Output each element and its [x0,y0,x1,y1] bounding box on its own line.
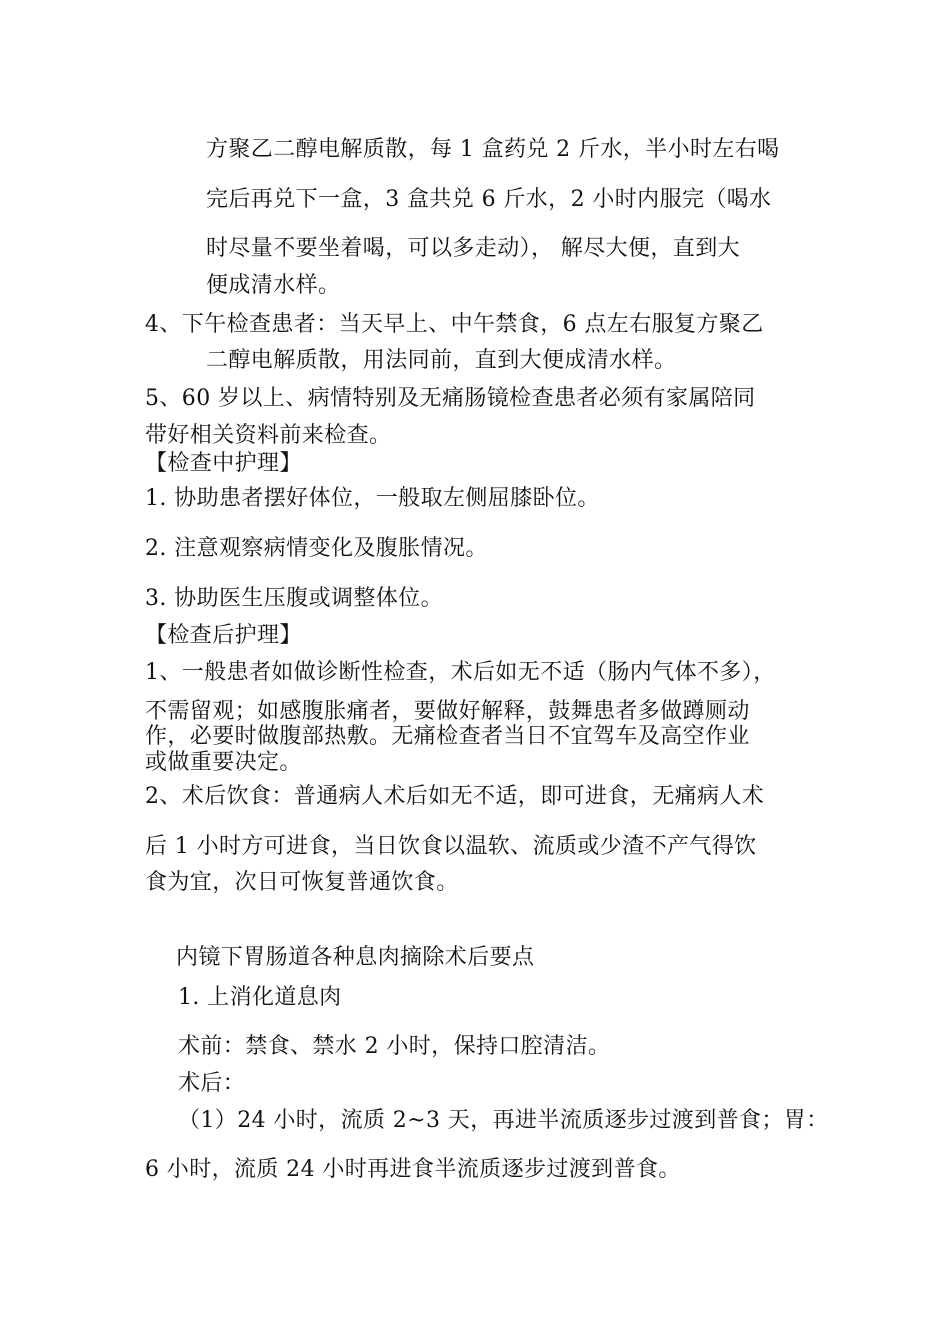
text-line: 或做重要决定。 [145,750,302,775]
text-line: 食为宜，次日可恢复普通饮食。 [145,870,459,895]
text-line: 6 小时，流质 24 小时再进食半流质逐步过渡到普食。 [145,1157,681,1182]
list-item: 1、一般患者如做诊断性检查，术后如无不适（肠内气体不多）， [145,660,776,685]
text-line: 作，必要时做腹部热敷。无痛检查者当日不宜驾车及高空作业 [145,724,750,749]
text-line: （1）24 小时，流质 2~3 天，再进半流质逐步过渡到普食；胃： [178,1108,829,1133]
list-item-5: 5、60 岁以上、病情特别及无痛肠镜检查患者必须有家属陪同 [145,386,756,411]
list-item: 2、术后饮食：普通病人术后如无不适，即可进食，无痛病人术 [145,784,765,809]
text-line: 带好相关资料前来检查。 [145,423,392,448]
subsection-title: 1. 上消化道息肉 [178,985,342,1010]
text-line: 后 1 小时方可进食，当日饮食以温软、流质或少渣不产气得饮 [145,834,757,859]
section-heading-during: 【检查中护理】 [145,451,302,476]
section-heading-after: 【检查后护理】 [145,623,302,648]
text-line: 不需留观；如感腹胀痛者，要做好解释，鼓舞患者多做蹲厕动 [145,699,750,724]
list-item-4: 4、下午检查患者：当天早上、中午禁食，6 点左右服复方聚乙 [145,312,764,337]
section-title: 内镜下胃肠道各种息肉摘除术后要点 [176,945,535,970]
text-line: 术前：禁食、禁水 2 小时，保持口腔清洁。 [178,1034,611,1059]
text-line: 便成清水样。 [206,273,341,298]
list-item: 1. 协助患者摆好体位，一般取左侧屈膝卧位。 [145,486,600,511]
text-line: 方聚乙二醇电解质散，每 1 盒药兑 2 斤水，半小时左右喝 [206,137,780,162]
text-line: 术后： [178,1071,246,1096]
text-line: 二醇电解质散，用法同前，直到大便成清水样。 [206,348,677,373]
text-line: 完后再兑下一盒，3 盒共兑 6 斤水，2 小时内服完（喝水 [206,187,772,212]
list-item: 2. 注意观察病情变化及腹胀情况。 [145,536,488,561]
text-line: 时尽量不要坐着喝，可以多走动）， 解尽大便，直到大 [206,236,740,261]
list-item: 3. 协助医生压腹或调整体位。 [145,586,443,611]
